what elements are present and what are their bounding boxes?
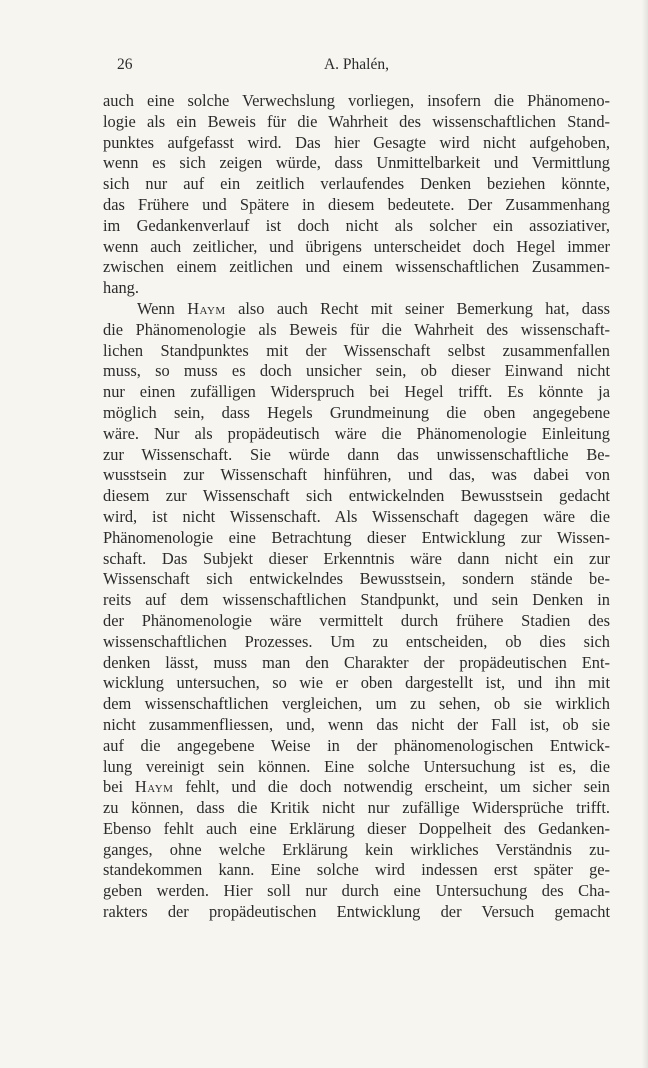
text-line: Wenn Haym also auch Recht mit seiner Bemerkung hat, dass — [137, 298, 610, 318]
text-line: auf die angegebene Weise in der phänomenologischen Entwick- — [103, 735, 610, 755]
author-name: Haym — [134, 777, 174, 797]
text-line: muss, so muss es doch unsicher sein, ob dieser Einwand nicht — [103, 361, 610, 381]
text-line: zwischen einem zeitlichen und einem wissenschaftlichen Zusammen- — [103, 257, 610, 277]
text-line: zu können, dass die Kritik nicht nur zufällige Widersprüche trifft. — [103, 798, 610, 818]
text-line: denken lässt, muss man den Charakter der propädeutischen Ent- — [103, 652, 610, 672]
body-text — [103, 91, 610, 923]
text-line: Wissenschaft sich entwickelndes Bewusstsein, sondern stände be- — [103, 569, 610, 589]
text-line: schaft. Das Subjekt dieser Erkenntnis wäre dann nicht ein zur — [103, 548, 610, 568]
text-line: die Phänomenologie als Beweis für die Wahrheit des wissenschaft- — [103, 319, 610, 339]
text-line: logie als ein Beweis für die Wahrheit des wissenschaftlichen Stand- — [103, 111, 610, 131]
text-line: geben werden. Hier soll nur durch eine Untersuchung des Cha- — [103, 881, 610, 901]
text-line: rakters der propädeutischen Entwicklung der Versuch gemacht — [103, 902, 610, 922]
text-line: nur einen zufälligen Widerspruch bei Hegel trifft. Es könnte ja — [103, 382, 610, 402]
text-line: wenn es sich zeigen würde, dass Unmittelbarkeit und Vermittlung — [103, 153, 610, 173]
text-line: lichen Standpunktes mit der Wissenschaft selbst zusammenfallen — [103, 340, 610, 360]
text-line: Ebenso fehlt auch eine Erklärung dieser Doppelheit des Gedanken- — [103, 818, 610, 838]
text-line: reits auf dem wissenschaftlichen Standpunkt, und sein Denken in — [103, 590, 610, 610]
text-line: standekommen kann. Eine solche wird indessen erst später ge- — [103, 860, 610, 880]
running-head: A. Phalén, — [323, 56, 389, 73]
text-line: Phänomenologie eine Betrachtung dieser Entwicklung zur Wissen- — [103, 527, 610, 547]
text-line: im Gedankenverlauf ist doch nicht als solcher ein assoziativer, — [103, 215, 610, 235]
text-line: wissenschaftlichen Prozesses. Um zu entscheiden, ob dies sich — [103, 631, 610, 651]
page-header — [103, 56, 610, 78]
paragraph — [103, 299, 610, 923]
text-line: punktes aufgefasst wird. Das hier Gesagte wird nicht aufgehoben, — [103, 132, 610, 152]
text-line: das Frühere und Spätere in diesem bedeutete. Der Zusammenhang — [103, 194, 610, 214]
page-number: 26 — [117, 56, 133, 73]
text-line: bei Haym fehlt, und die doch notwendig erscheint, um sicher sein — [103, 777, 610, 797]
paragraph — [103, 91, 610, 299]
text-line: der Phänomenologie wäre vermittelt durch frühere Stadien des — [103, 610, 610, 630]
text-line: lung vereinigt sein können. Eine solche Untersuchung ist es, die — [103, 756, 610, 776]
text-line: wird, ist nicht Wissenschaft. Als Wissenschaft dagegen wäre die — [103, 506, 610, 526]
author-name: Haym — [187, 298, 226, 318]
text-line: wenn auch zeitlicher, und übrigens unterscheidet doch Hegel immer — [103, 236, 610, 256]
text-line: nicht zusammenfliessen, und, wenn das nicht der Fall ist, ob sie — [103, 714, 610, 734]
text-line: hang. — [103, 278, 139, 298]
text-line: ganges, ohne welche Erklärung kein wirkliches Verständnis zu- — [103, 839, 610, 859]
text-line: wicklung untersuchen, so wie er oben dargestellt ist, und ihn mit — [103, 673, 610, 693]
text-line: zur Wissenschaft. Sie würde dann das unwissenschaftliche Be- — [103, 444, 610, 464]
text-line: sich nur auf ein zeitlich verlaufendes Denken beziehen könnte, — [103, 174, 610, 194]
text-line: diesem zur Wissenschaft sich entwickelnden Bewusstsein gedacht — [103, 486, 610, 506]
text-line: wusstsein zur Wissenschaft hinführen, und das, was dabei von — [103, 465, 610, 485]
text-line: auch eine solche Verwechslung vorliegen, insofern die Phänomeno- — [103, 91, 610, 110]
text-line: wäre. Nur als propädeutisch wäre die Phänomenologie Einleitung — [103, 423, 610, 443]
text-line: möglich sein, dass Hegels Grundmeinung die oben angegebene — [103, 402, 610, 422]
page-edge-shadow — [642, 0, 648, 1068]
text-line: dem wissenschaftlichen vergleichen, um zu sehen, ob sie wirklich — [103, 694, 610, 714]
